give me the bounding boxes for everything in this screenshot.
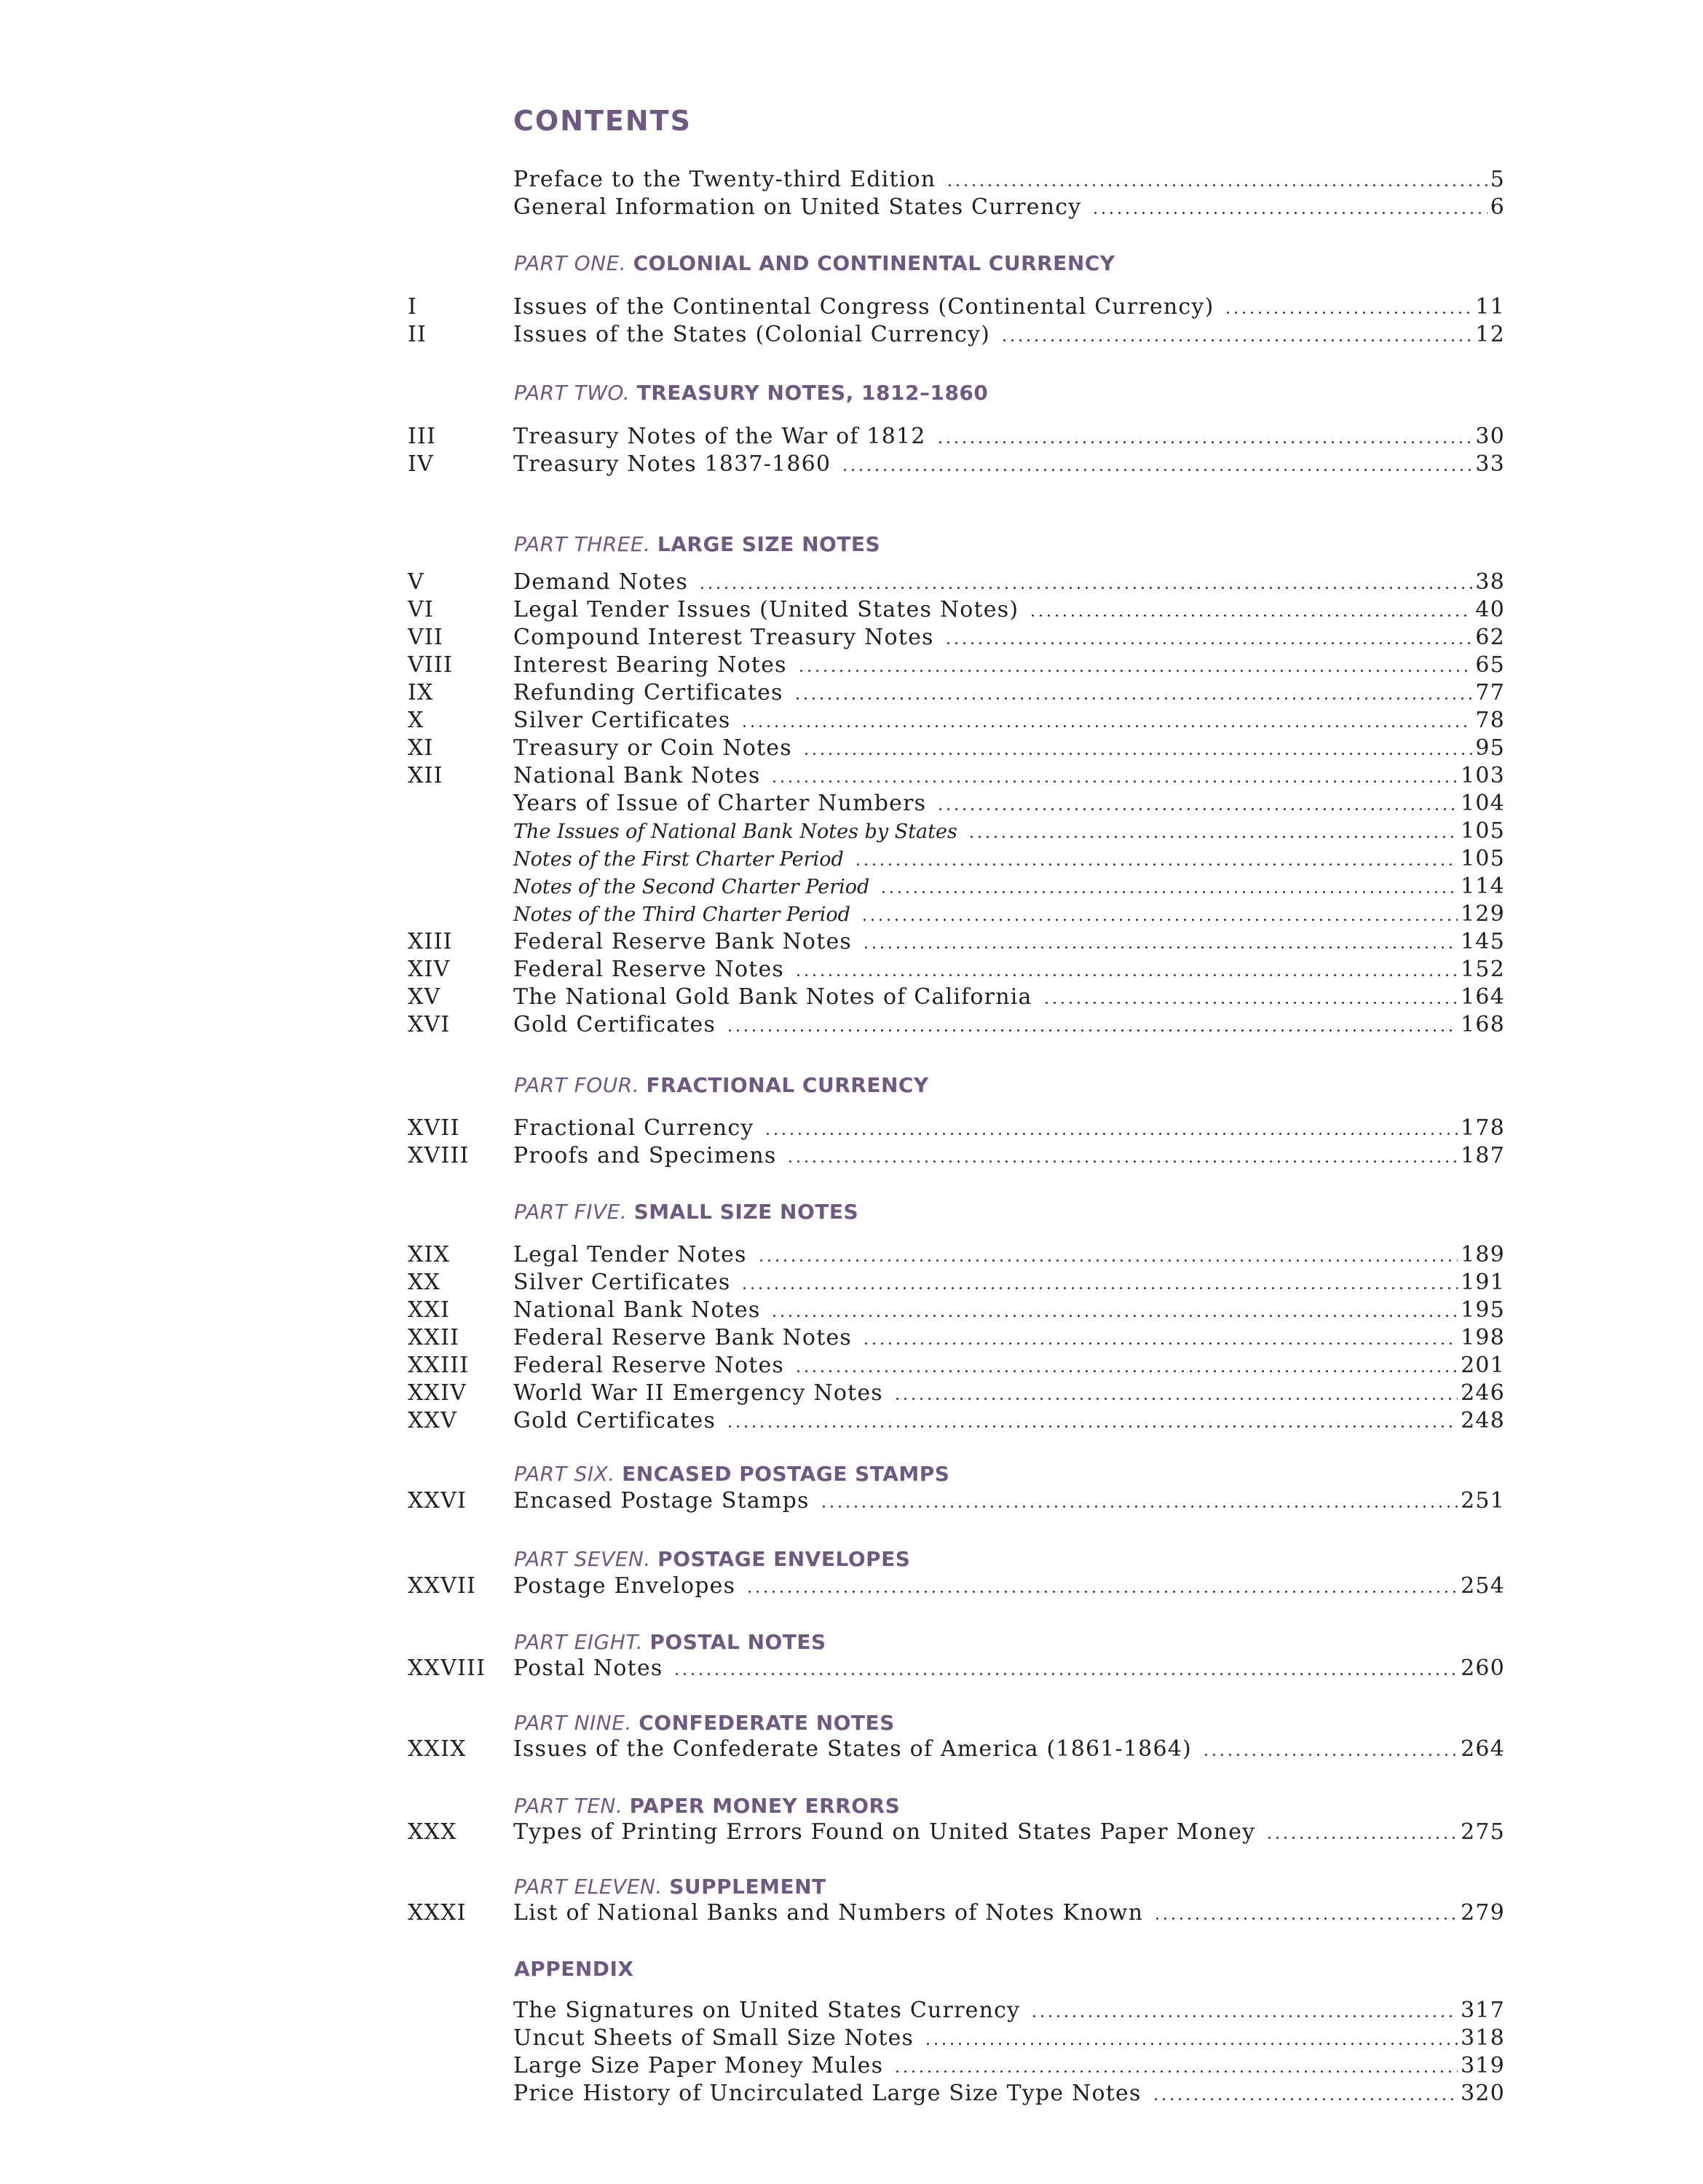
part-title: POSTAL NOTES xyxy=(649,1630,826,1654)
part-title: CONFEDERATE NOTES xyxy=(639,1711,895,1735)
part-title: POSTAGE ENVELOPES xyxy=(657,1547,911,1571)
chapter-numeral: XXXI xyxy=(408,1900,467,1926)
entry-line xyxy=(513,1297,1505,1324)
dot-leader xyxy=(1152,2098,1458,2100)
entry-line xyxy=(513,423,1505,451)
entry-title: Silver Certificates xyxy=(513,708,731,733)
chapter-numeral: XXVI xyxy=(408,1488,467,1514)
entry-title: Postal Notes xyxy=(513,1655,663,1681)
entry-title: Postage Envelopes xyxy=(513,1573,736,1599)
page-number: 178 xyxy=(1461,1115,1505,1141)
part-label: PART THREE. xyxy=(514,532,657,556)
page-number: 189 xyxy=(1461,1242,1505,1267)
toc-entry[interactable] xyxy=(408,423,1505,451)
dot-leader xyxy=(1043,1002,1458,1004)
entry-title: National Bank Notes xyxy=(513,1297,761,1323)
part-title: PAPER MONEY ERRORS xyxy=(629,1794,901,1818)
entry-title: Uncut Sheets of Small Size Notes xyxy=(513,2025,914,2051)
dot-leader xyxy=(1202,1754,1458,1756)
dot-leader xyxy=(786,1160,1458,1163)
part-label: PART TEN. xyxy=(514,1794,630,1818)
entry-line xyxy=(513,1352,1505,1380)
part-heading xyxy=(514,529,880,561)
entry-title: Notes of the Third Charter Period xyxy=(513,903,850,926)
entry-title: Notes of the First Charter Period xyxy=(513,848,844,871)
page-number: 105 xyxy=(1461,846,1505,871)
chapter-numeral: IV xyxy=(408,451,434,477)
entry-title: Types of Printing Errors Found on United States Paper Money xyxy=(513,1819,1256,1845)
part-label: PART SEVEN. xyxy=(514,1547,658,1571)
page-number: 104 xyxy=(1461,791,1505,816)
entry-line xyxy=(513,762,1505,790)
entry-title: The Signatures on United States Currency xyxy=(513,1998,1021,2023)
chapter-numeral: XIV xyxy=(408,957,451,982)
toc-entry[interactable] xyxy=(408,735,1505,762)
toc-entry[interactable] xyxy=(408,451,1505,478)
entry-title: Preface to the Twenty-third Edition xyxy=(513,167,936,192)
page-number: 164 xyxy=(1461,984,1505,1010)
dot-leader xyxy=(880,891,1458,893)
part-heading xyxy=(514,1953,634,1985)
page-number: 246 xyxy=(1461,1380,1505,1406)
entry-title: Legal Tender Issues (United States Notes) xyxy=(513,597,1019,622)
part-heading xyxy=(514,1196,858,1228)
toc-entry[interactable] xyxy=(408,928,1505,956)
entry-title: Price History of Uncirculated Large Size Type Notes xyxy=(513,2081,1142,2106)
page-number: 11 xyxy=(1475,294,1505,320)
entry-title: World War II Emergency Notes xyxy=(513,1380,883,1406)
part-label: PART FOUR. xyxy=(514,1073,647,1097)
chapter-numeral: VIII xyxy=(408,652,454,678)
dot-leader xyxy=(802,753,1473,755)
entry-title: Gold Certificates xyxy=(513,1012,716,1037)
entry-line xyxy=(513,707,1505,735)
page-number: 129 xyxy=(1461,901,1505,927)
entry-title: Issues of the States (Colonial Currency) xyxy=(513,322,991,347)
toc-entry[interactable] xyxy=(408,1115,1505,1142)
page-number: 103 xyxy=(1461,763,1505,788)
dot-leader xyxy=(740,725,1472,727)
chapter-numeral: XXIV xyxy=(408,1380,467,1406)
toc-entry[interactable] xyxy=(408,596,1505,624)
toc-entry[interactable] xyxy=(408,1997,1505,2025)
part-label: PART EIGHT. xyxy=(514,1630,650,1654)
part-title: LARGE SIZE NOTES xyxy=(657,532,881,556)
dot-leader xyxy=(893,2070,1458,2073)
dot-leader xyxy=(794,1370,1458,1372)
entry-line xyxy=(513,1655,1505,1682)
page-title: CONTENTS xyxy=(513,105,692,137)
page-number: 187 xyxy=(1461,1143,1505,1168)
dot-leader xyxy=(770,780,1458,783)
toc-entry[interactable] xyxy=(408,2052,1505,2080)
entry-line xyxy=(513,624,1505,652)
toc-entry[interactable] xyxy=(408,1655,1505,1682)
chapter-numeral: XXVIII xyxy=(408,1655,486,1681)
page-number: 12 xyxy=(1475,322,1505,347)
page-number: 318 xyxy=(1461,2025,1505,2051)
chapter-numeral: XVI xyxy=(408,1012,451,1037)
dot-leader xyxy=(854,863,1458,866)
entry-line xyxy=(513,679,1505,707)
entry-line xyxy=(513,1572,1505,1600)
entry-title: Treasury Notes 1837-1860 xyxy=(513,451,831,477)
entry-line xyxy=(513,956,1505,984)
dot-leader xyxy=(820,1506,1458,1508)
entry-line xyxy=(513,321,1505,349)
entry-title: Federal Reserve Notes xyxy=(513,957,785,982)
dot-leader xyxy=(673,1673,1458,1675)
part-heading xyxy=(514,1069,929,1101)
entry-title: Notes of the Second Charter Period xyxy=(513,876,870,898)
part-heading xyxy=(514,1458,949,1490)
dot-leader xyxy=(893,1398,1458,1400)
page-number: 5 xyxy=(1490,167,1505,192)
chapter-numeral: VII xyxy=(408,625,443,650)
entry-line xyxy=(513,1997,1505,2025)
part-title: SUPPLEMENT xyxy=(669,1875,826,1899)
page-number: 260 xyxy=(1461,1655,1505,1681)
entry-title: Federal Reserve Bank Notes xyxy=(513,1325,852,1350)
toc-entry[interactable] xyxy=(408,956,1505,984)
entry-line xyxy=(513,1819,1505,1846)
chapter-numeral: XXVII xyxy=(408,1573,477,1599)
toc-entry[interactable] xyxy=(408,1142,1505,1170)
dot-leader xyxy=(968,836,1458,838)
toc-entry[interactable] xyxy=(408,901,1505,928)
toc-entry[interactable] xyxy=(408,2080,1505,2108)
page-number: 40 xyxy=(1475,597,1505,622)
chapter-numeral: XII xyxy=(408,763,443,788)
entry-line xyxy=(513,818,1505,845)
dot-leader xyxy=(1224,312,1472,314)
chapter-numeral: XXX xyxy=(408,1819,457,1845)
chapter-numeral: XXI xyxy=(408,1297,451,1323)
entry-title: Interest Bearing Notes xyxy=(513,652,787,678)
toc-entry[interactable] xyxy=(408,707,1505,735)
entry-line xyxy=(513,1899,1505,1927)
entry-title: Treasury or Coin Notes xyxy=(513,735,792,761)
toc-entry[interactable] xyxy=(408,818,1505,845)
chapter-numeral: XXIX xyxy=(408,1736,467,1762)
entry-title: Fractional Currency xyxy=(513,1115,754,1141)
dot-leader xyxy=(1030,2015,1458,2017)
dot-leader xyxy=(770,1315,1458,1317)
dot-leader xyxy=(1029,614,1472,617)
part-title: FRACTIONAL CURRENCY xyxy=(646,1073,929,1097)
entry-title: Years of Issue of Charter Numbers xyxy=(513,791,927,816)
entry-title: Compound Interest Treasury Notes xyxy=(513,625,934,650)
toc-entry[interactable] xyxy=(408,293,1505,321)
entry-title: Refunding Certificates xyxy=(513,680,783,705)
chapter-numeral: XIX xyxy=(408,1242,451,1267)
entry-title: Treasury Notes of the War of 1812 xyxy=(513,424,926,449)
entry-line xyxy=(513,2025,1505,2052)
chapter-numeral: XXII xyxy=(408,1325,460,1350)
dot-leader xyxy=(764,1133,1458,1135)
entry-line xyxy=(513,1142,1505,1170)
entry-title: Federal Reserve Notes xyxy=(513,1353,785,1378)
toc-entry[interactable] xyxy=(408,679,1505,707)
entry-title: The National Gold Bank Notes of California xyxy=(513,984,1032,1010)
dot-leader xyxy=(946,184,1487,186)
toc-entry[interactable] xyxy=(408,762,1505,790)
entry-title: List of National Banks and Numbers of Notes Known xyxy=(513,1900,1144,1926)
chapter-numeral: XI xyxy=(408,735,434,761)
part-heading xyxy=(514,1790,900,1822)
dot-leader xyxy=(862,1342,1458,1345)
entry-line xyxy=(513,873,1505,901)
dot-leader xyxy=(726,1425,1458,1428)
page-number: 152 xyxy=(1461,957,1505,982)
toc-entry[interactable] xyxy=(408,873,1505,901)
chapter-numeral: XV xyxy=(408,984,441,1010)
part-title: APPENDIX xyxy=(514,1957,634,1981)
chapter-numeral: I xyxy=(408,294,418,320)
chapter-numeral: IX xyxy=(408,680,434,705)
toc-entry[interactable] xyxy=(408,166,1505,194)
entry-title: Legal Tender Notes xyxy=(513,1242,747,1267)
entry-line xyxy=(513,2080,1505,2108)
dot-leader xyxy=(797,670,1473,672)
part-title: TREASURY NOTES, 1812–1860 xyxy=(636,381,989,405)
dot-leader xyxy=(757,1259,1458,1262)
page-number: 275 xyxy=(1461,1819,1505,1845)
dot-leader xyxy=(746,1591,1458,1593)
chapter-numeral: XXIII xyxy=(408,1353,470,1378)
toc-entry[interactable] xyxy=(408,1572,1505,1600)
toc-entry[interactable] xyxy=(408,1819,1505,1846)
entry-title: Issues of the Continental Congress (Continental Currency) xyxy=(513,294,1214,320)
entry-title: Silver Certificates xyxy=(513,1270,731,1295)
entry-line xyxy=(513,984,1505,1011)
toc-entry[interactable] xyxy=(408,845,1505,873)
page-number: 279 xyxy=(1461,1900,1505,1926)
chapter-numeral: XIII xyxy=(408,929,453,954)
part-label: PART ELEVEN. xyxy=(514,1875,670,1899)
dot-leader xyxy=(924,2043,1458,2045)
toc-entry[interactable] xyxy=(408,194,1505,221)
entry-line xyxy=(513,1324,1505,1352)
toc-entry[interactable] xyxy=(408,1380,1505,1407)
page-number: 319 xyxy=(1461,2053,1505,2078)
page-number: 251 xyxy=(1461,1488,1505,1514)
toc-entry[interactable] xyxy=(408,984,1505,1011)
entry-line xyxy=(513,1487,1505,1515)
part-title: ENCASED POSTAGE STAMPS xyxy=(622,1462,950,1486)
dot-leader xyxy=(794,697,1473,700)
page-number: 264 xyxy=(1461,1736,1505,1762)
dot-leader xyxy=(861,919,1458,921)
page-number: 254 xyxy=(1461,1573,1505,1599)
toc-entry[interactable] xyxy=(408,624,1505,652)
page-number: 320 xyxy=(1461,2081,1505,2106)
dot-leader xyxy=(1091,212,1487,214)
chapter-numeral: V xyxy=(408,569,424,595)
page-number: 201 xyxy=(1461,1353,1505,1378)
toc-entry[interactable] xyxy=(408,1011,1505,1039)
dot-leader xyxy=(936,808,1458,810)
dot-leader xyxy=(794,974,1458,976)
toc-entry[interactable] xyxy=(408,1241,1505,1269)
entry-title: National Bank Notes xyxy=(513,763,761,788)
entry-line xyxy=(513,569,1505,596)
page-number: 105 xyxy=(1461,818,1505,844)
toc-entry[interactable] xyxy=(408,1352,1505,1380)
part-heading xyxy=(514,377,988,409)
dot-leader xyxy=(1265,1837,1458,1839)
page-number: 62 xyxy=(1475,625,1505,650)
chapter-numeral: VI xyxy=(408,597,434,622)
entry-title: Federal Reserve Bank Notes xyxy=(513,929,852,954)
page-number: 191 xyxy=(1461,1270,1505,1295)
dot-leader xyxy=(698,587,1472,589)
chapter-numeral: X xyxy=(408,708,424,733)
entry-line xyxy=(513,596,1505,624)
chapter-numeral: XVII xyxy=(408,1115,460,1141)
entry-line xyxy=(513,451,1505,478)
page-number: 195 xyxy=(1461,1297,1505,1323)
entry-title: Demand Notes xyxy=(513,569,689,595)
entry-line xyxy=(513,928,1505,956)
toc-entry[interactable] xyxy=(408,1899,1505,1927)
entry-line xyxy=(513,901,1505,928)
entry-title: Large Size Paper Money Mules xyxy=(513,2053,884,2078)
entry-line xyxy=(513,194,1505,221)
entry-title: Proofs and Specimens xyxy=(513,1143,777,1168)
entry-line xyxy=(513,1380,1505,1407)
dot-leader xyxy=(726,1029,1458,1032)
part-label: PART FIVE. xyxy=(514,1200,634,1224)
toc-entry[interactable] xyxy=(408,652,1505,679)
toc-entry[interactable] xyxy=(408,790,1505,818)
page-number: 317 xyxy=(1461,1998,1505,2023)
part-label: PART SIX. xyxy=(514,1462,623,1486)
chapter-numeral: III xyxy=(408,424,437,449)
page-number: 65 xyxy=(1475,652,1505,678)
toc-entry[interactable] xyxy=(408,1269,1505,1297)
chapter-numeral: XX xyxy=(408,1270,441,1295)
toc-entry[interactable] xyxy=(408,1487,1505,1515)
toc-entry[interactable] xyxy=(408,321,1505,349)
entry-line xyxy=(513,790,1505,818)
dot-leader xyxy=(936,441,1473,443)
entry-line xyxy=(513,735,1505,762)
part-label: PART ONE. xyxy=(514,251,633,275)
entry-line xyxy=(513,1269,1505,1297)
part-title: COLONIAL AND CONTINENTAL CURRENCY xyxy=(633,251,1115,275)
chapter-numeral: II xyxy=(408,322,427,347)
toc-entry[interactable] xyxy=(408,2025,1505,2052)
page-number: 78 xyxy=(1475,708,1505,733)
chapter-numeral: XXV xyxy=(408,1408,457,1433)
part-label: PART TWO. xyxy=(514,381,637,405)
toc-entry[interactable] xyxy=(408,1407,1505,1435)
chapter-numeral: XVIII xyxy=(408,1143,470,1168)
entry-line xyxy=(513,1241,1505,1269)
page-number: 77 xyxy=(1475,680,1505,705)
part-heading xyxy=(514,1707,895,1739)
entry-line xyxy=(513,652,1505,679)
dot-leader xyxy=(740,1287,1458,1289)
entry-title: Encased Postage Stamps xyxy=(513,1488,810,1514)
part-heading xyxy=(514,1871,826,1903)
page-number: 168 xyxy=(1461,1012,1505,1037)
dot-leader xyxy=(862,946,1458,949)
entry-title: General Information on United States Currency xyxy=(513,194,1082,220)
page-number: 95 xyxy=(1475,735,1505,761)
page-number: 30 xyxy=(1475,424,1505,449)
toc-entry[interactable] xyxy=(408,1297,1505,1324)
page-number: 38 xyxy=(1475,569,1505,595)
entry-line xyxy=(513,1736,1505,1763)
part-heading xyxy=(514,248,1115,280)
page-number: 6 xyxy=(1490,194,1505,220)
dot-leader xyxy=(841,469,1472,471)
entry-title: The Issues of National Bank Notes by States xyxy=(513,820,957,843)
entry-line xyxy=(513,1011,1505,1039)
toc-entry[interactable] xyxy=(408,1736,1505,1763)
toc-entry[interactable] xyxy=(408,569,1505,596)
entry-line xyxy=(513,845,1505,873)
entry-title: Issues of the Confederate States of America (1861-1864) xyxy=(513,1736,1192,1762)
entry-title: Gold Certificates xyxy=(513,1408,716,1433)
toc-entry[interactable] xyxy=(408,1324,1505,1352)
part-label: PART NINE. xyxy=(514,1711,639,1735)
entry-line xyxy=(513,1115,1505,1142)
page-number: 198 xyxy=(1461,1325,1505,1350)
page-number: 114 xyxy=(1461,874,1505,899)
dot-leader xyxy=(1000,339,1472,341)
entry-line xyxy=(513,166,1505,194)
dot-leader xyxy=(944,642,1473,644)
entry-line xyxy=(513,293,1505,321)
entry-line xyxy=(513,1407,1505,1435)
part-heading xyxy=(514,1543,910,1575)
part-heading xyxy=(514,1626,826,1658)
page-number: 33 xyxy=(1475,451,1505,477)
page-number: 248 xyxy=(1461,1408,1505,1433)
part-title: SMALL SIZE NOTES xyxy=(633,1200,859,1224)
entry-line xyxy=(513,2052,1505,2080)
dot-leader xyxy=(1153,1918,1458,1920)
page-number: 145 xyxy=(1461,929,1505,954)
